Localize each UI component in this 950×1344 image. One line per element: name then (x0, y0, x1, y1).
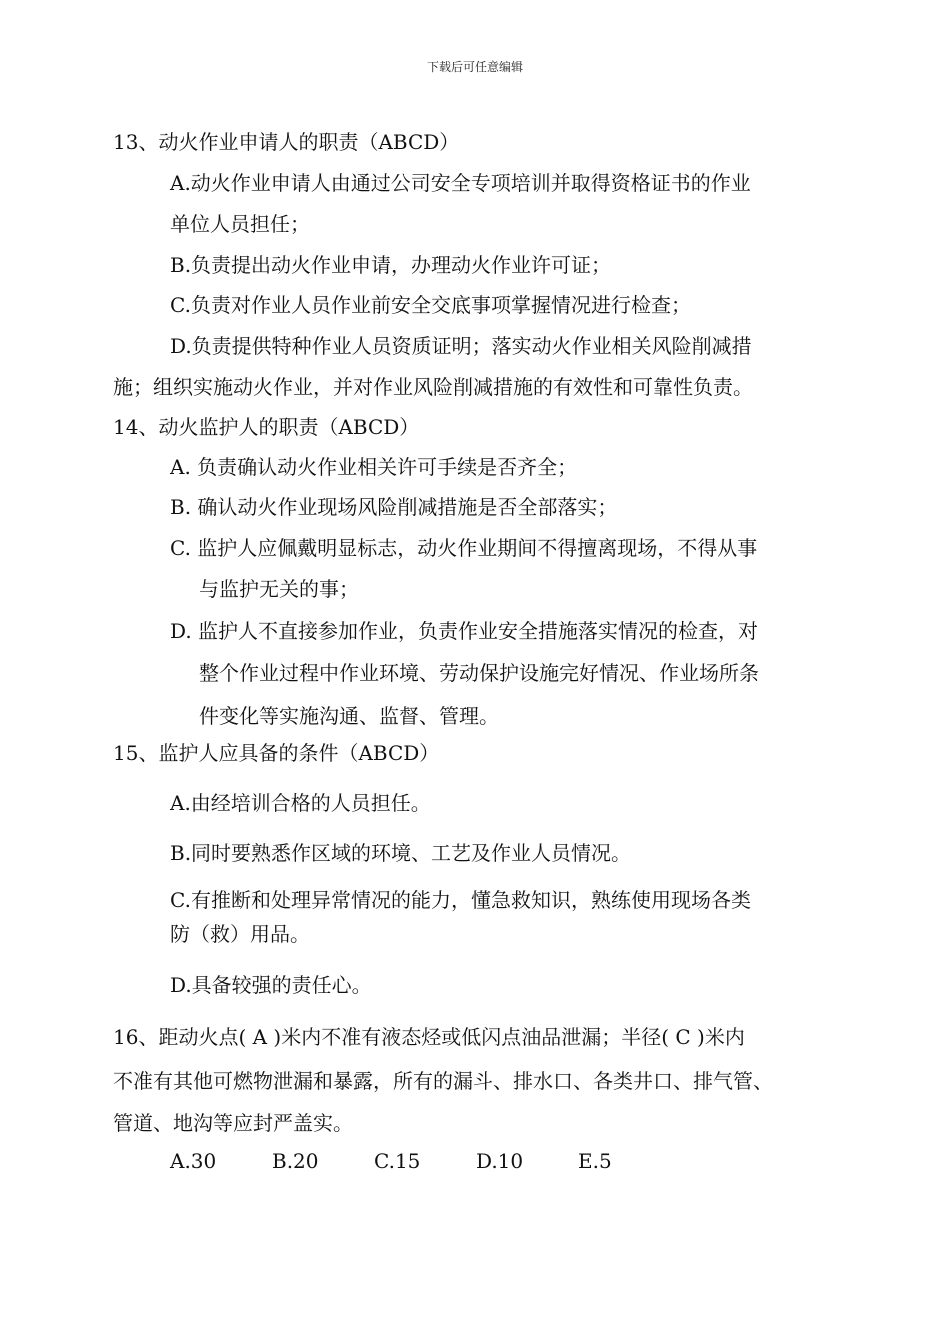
q14-option-d-line1: D. 监护人不直接参加作业，负责作业安全措施落实情况的检查，对 (170, 619, 759, 643)
q15-option-c-line1: C.有推断和处理异常情况的能力，懂急救知识，熟练使用现场各类 (170, 888, 751, 912)
q16-line2: 不准有其他可燃物泄漏和暴露，所有的漏斗、排水口、各类井口、排气管、 (113, 1069, 773, 1093)
q14-title: 14、动火监护人的职责（ABCD） (113, 415, 420, 439)
q13-option-a-line2: 单位人员担任； (170, 212, 310, 236)
q14-option-a: A. 负责确认动火作业相关许可手续是否齐全； (170, 455, 578, 479)
q16-line1: 16、距动火点( A )米内不准有液态烃或低闪点油品泄漏；半径( C )米内 (113, 1025, 745, 1049)
q13-option-c: C.负责对作业人员作业前安全交底事项掌握情况进行检查； (170, 293, 691, 317)
q13-option-a-line1: A.动火作业申请人由通过公司安全专项培训并取得资格证书的作业 (170, 171, 751, 195)
q16-option-c: C.15 (374, 1149, 421, 1173)
q16-option-a: A.30 (170, 1149, 217, 1173)
q16-option-d: D.10 (476, 1149, 524, 1173)
q14-option-b: B. 确认动火作业现场风险削减措施是否全部落实； (170, 495, 618, 519)
q14-option-c-line1: C. 监护人应佩戴明显标志，动火作业期间不得擅离现场，不得从事 (170, 536, 758, 560)
page-header: 下载后可任意编辑 (426, 60, 523, 74)
q13-option-b: B.负责提出动火作业申请，办理动火作业许可证； (170, 253, 612, 277)
q15-title: 15、监护人应具备的条件（ABCD） (113, 741, 440, 765)
q16-option-e: E.5 (578, 1149, 612, 1173)
q15-option-a: A.由经培训合格的人员担任。 (170, 791, 431, 815)
q15-option-c-line2: 防（救）用品。 (170, 922, 310, 946)
q15-option-d: D.具备较强的责任心。 (170, 973, 372, 997)
q13-title: 13、动火作业申请人的职责（ABCD） (113, 130, 460, 154)
q16-line3: 管道、地沟等应封严盖实。 (113, 1111, 353, 1135)
q15-option-b: B.同时要熟悉作区域的环境、工艺及作业人员情况。 (170, 841, 632, 865)
q13-option-d-line1: D.负责提供特种作业人员资质证明；落实动火作业相关风险削减措 (170, 334, 752, 358)
q14-option-c-line2: 与监护无关的事； (199, 577, 359, 601)
q16-options (170, 1148, 612, 1174)
q14-option-d-line2: 整个作业过程中作业环境、劳动保护设施完好情况、作业场所条 (199, 661, 759, 685)
q14-option-d-line3: 件变化等实施沟通、监督、管理。 (199, 704, 499, 728)
q13-option-d-line2: 施；组织实施动火作业，并对作业风险削减措施的有效性和可靠性负责。 (113, 375, 753, 399)
q16-option-b: B.20 (272, 1149, 319, 1173)
